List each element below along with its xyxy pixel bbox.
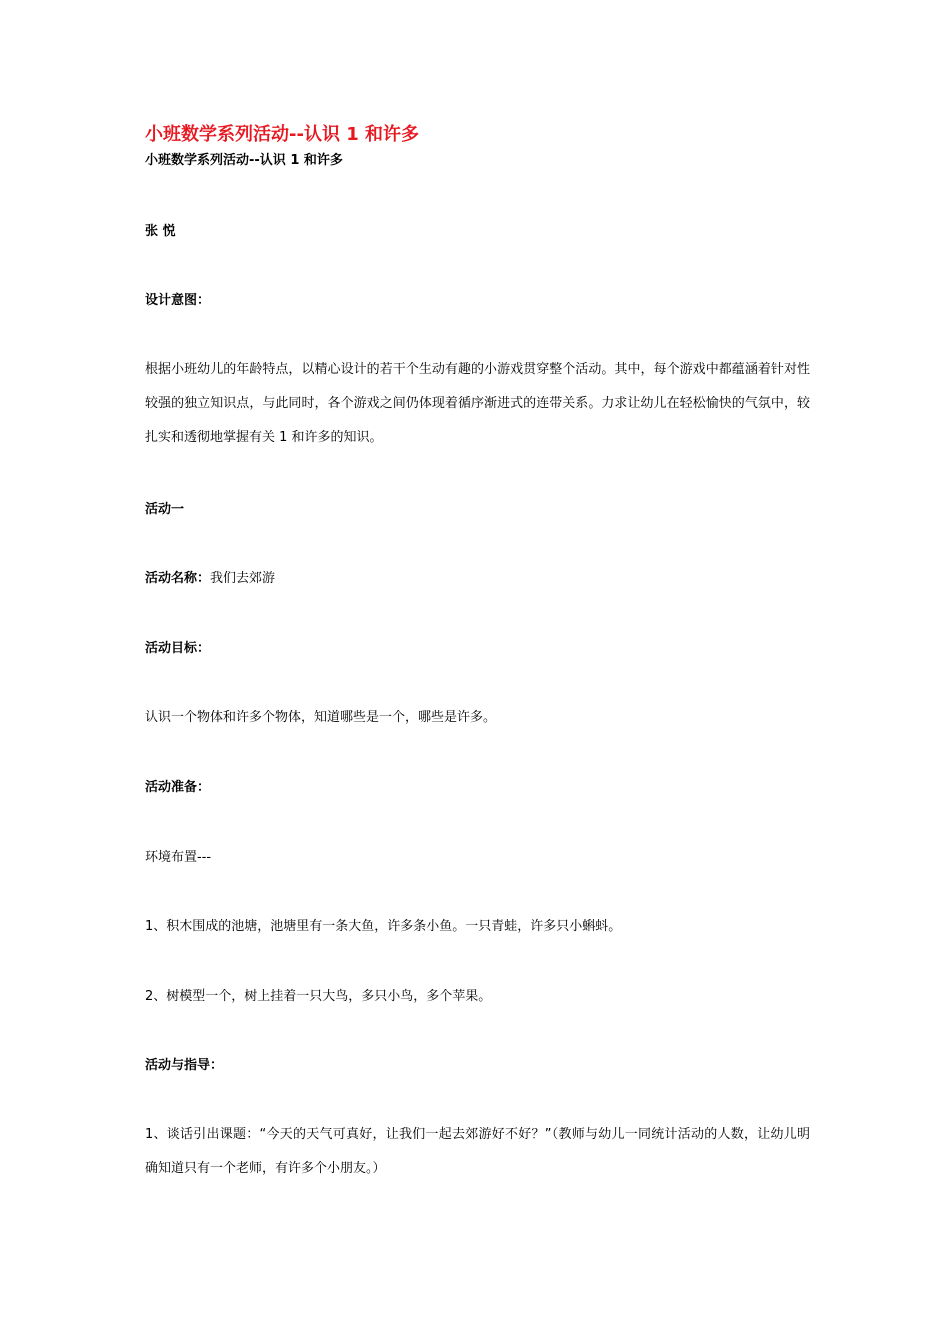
goal-heading: 活动目标： xyxy=(145,641,211,656)
prep-environment: 环境布置--- xyxy=(145,850,212,865)
author-name: 张 悦 xyxy=(145,224,176,239)
goal-text: 认识一个物体和许多个物体，知道哪些是一个，哪些是许多。 xyxy=(145,710,497,725)
activity-name-line xyxy=(145,570,275,588)
activity-name-label: 活动名称： xyxy=(145,571,211,586)
design-paragraph: 根据小班幼儿的年龄特点，以精心设计的若干个生动有趣的小游戏贯穿整个活动。其中，每个游戏中都蕴涵着针对性较强的独立知识点，与此同时，各个游戏之间仍体现着循序渐进式的连带关系。力求让幼儿在轻松愉快的气氛中，较扎实和透彻地掌握有关 1 和许多的知识。 xyxy=(145,362,810,445)
document-title: 小班数学系列活动--认识 1 和许多 xyxy=(145,124,419,145)
guide-heading: 活动与指导： xyxy=(145,1058,224,1073)
design-heading: 设计意图： xyxy=(145,293,211,308)
document-subtitle: 小班数学系列活动--认识 1 和许多 xyxy=(145,153,343,168)
activity-name-value: 我们去郊游 xyxy=(210,571,276,586)
prep-heading: 活动准备： xyxy=(145,780,211,795)
activity-heading: 活动一 xyxy=(145,502,185,517)
guide-item-1: 1、谈话引出课题：“今天的天气可真好，让我们一起去郊游好不好？”（教师与幼儿一同统计活动的人数，让幼儿明确知道只有一个老师，有许多个小朋友。） xyxy=(145,1127,810,1176)
prep-item-1: 1、积木围成的池塘，池塘里有一条大鱼，许多条小鱼。一只青蛙，许多只小蝌蚪。 xyxy=(145,919,622,934)
prep-item-2: 2、树模型一个，树上挂着一只大鸟，多只小鸟，多个苹果。 xyxy=(145,989,492,1004)
